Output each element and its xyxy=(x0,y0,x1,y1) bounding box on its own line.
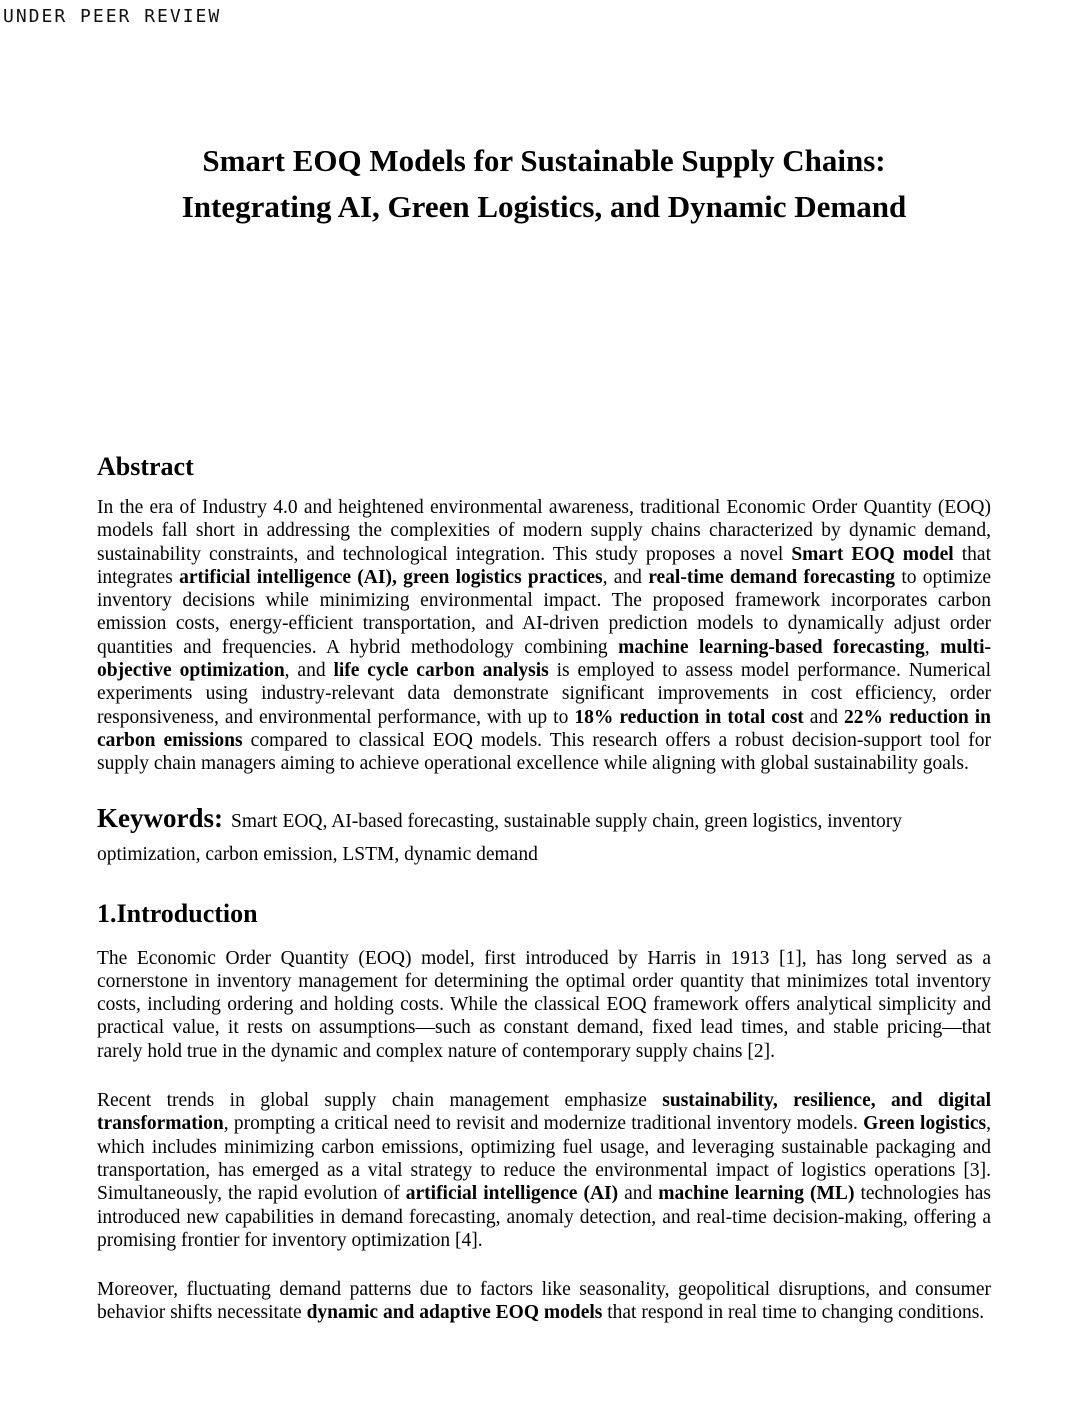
abstract-paragraph: In the era of Industry 4.0 and heightened environmental awareness, traditional Economic Order Quantity (EOQ) models fall short in addressing the complexities of modern supply chains characterized by dynamic demand, sustainability constraints, and technological integration. This study proposes a novel Smart EOQ model that integrates artificial intelligence (AI), green logistics practices, and real-time demand forecasting to optimize inventory decisions while minimizing environmental impact. The proposed framework incorporates carbon emission costs, energy-efficient transportation, and AI-driven prediction models to dynamically adjust order quantities and frequencies. A hybrid methodology combining machine learning-based forecasting, multi-objective optimization, and life cycle carbon analysis is employed to assess model performance. Numerical experiments using industry-relevant data demonstrate significant improvements in cost efficiency, order responsiveness, and environmental performance, with up to 18% reduction in total cost and 22% reduction in carbon emissions compared to classical EOQ models. This research offers a robust decision-support tool for supply chain managers aiming to achieve operational excellence while aligning with global sustainability goals. xyxy=(97,497,992,775)
intro-paragraph-2: Recent trends in global supply chain management emphasize sustainability, resilience, and digital transformation, prompting a critical need to revisit and modernize traditional inventory models. Green logistics, which includes minimizing carbon emissions, optimizing fuel usage, and leveraging sustainable packaging and transportation, has emerged as a vital strategy to reduce the environmental impact of logistics operations [3]. Simultaneously, the rapid evolution of artificial intelligence (AI) and machine learning (ML) technologies has introduced new capabilities in demand forecasting, anomaly detection, and real-time decision-making, offering a promising frontier for inventory optimization [4]. xyxy=(97,1090,991,1251)
keywords-heading: Keywords: xyxy=(97,802,223,833)
intro-paragraph-3: Moreover, fluctuating demand patterns due to factors like seasonality, geopolitical disruptions, and consumer behavior shifts necessitate dynamic and adaptive EOQ models that respond in real time to changing conditions. xyxy=(97,1279,991,1324)
intro-paragraph-1: The Economic Order Quantity (EOQ) model, first introduced by Harris in 1913 [1], has long served as a cornerstone in inventory management for determining the optimal order quantity that minimizes total inventory costs, including ordering and holding costs. While the classical EOQ framework offers analytical simplicity and practical value, it rests on assumptions—such as constant demand, fixed lead times, and stable pricing—that rarely hold true in the dynamic and complex nature of contemporary supply chains [2]. xyxy=(97,947,991,1062)
keywords-block xyxy=(97,802,991,871)
keywords-text: Smart EOQ, AI-based forecasting, sustainable supply chain, green logistics, inventory optimization, carbon emission, LSTM, dynamic demand xyxy=(97,810,902,865)
abstract-heading: Abstract xyxy=(97,452,194,481)
introduction-heading: 1.Introduction xyxy=(97,898,258,928)
peer-review-banner: UNDER PEER REVIEW xyxy=(3,6,222,27)
paper-title-line-1: Smart EOQ Models for Sustainable Supply Chains: xyxy=(202,143,886,178)
paper-title xyxy=(97,138,991,230)
paper-title-line-2: Integrating AI, Green Logistics, and Dynamic Demand xyxy=(181,189,907,224)
